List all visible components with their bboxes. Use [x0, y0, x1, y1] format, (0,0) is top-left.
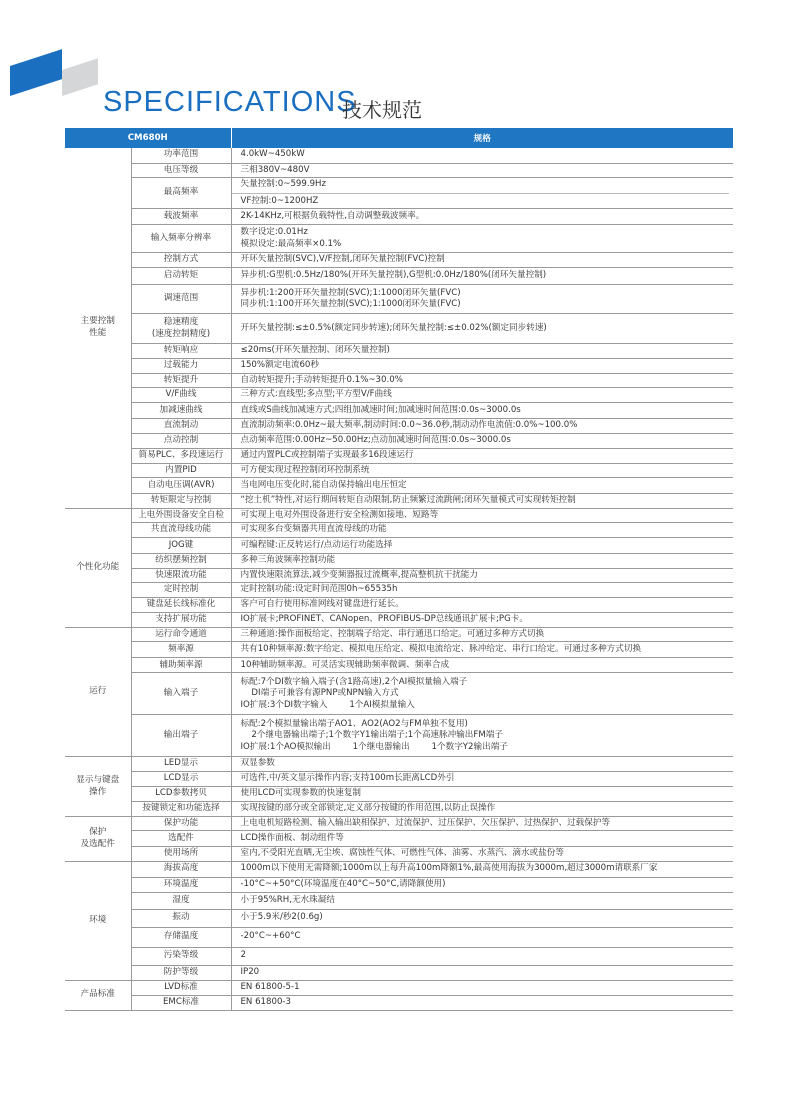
spec-item-name: 选配件: [131, 831, 231, 847]
spec-value-line: “挖土机”特性,对运行期间转矩自动限制,防止频繁过流跳闸;闭环矢量模式可实现转矩控制: [240, 495, 576, 506]
spec-value-line: 可实现上电对外围设备进行安全检测如接地、短路等: [240, 509, 439, 520]
spec-item-value: [231, 314, 733, 344]
spec-item-name: V/F曲线: [131, 388, 231, 403]
spec-item-name: 存储温度: [131, 927, 231, 947]
spec-item-name: 辅助频率源: [131, 658, 231, 673]
spec-item-value: [231, 787, 733, 802]
spec-value-line: 三种通道:操作面板给定、控制端子给定、串行通迅口给定。可通过多种方式切换: [240, 628, 545, 639]
spec-value-line: LCD操作面板、制动组件等: [240, 832, 344, 843]
spec-value-line: IP20: [240, 966, 260, 977]
spec-item-value: [231, 658, 733, 673]
spec-item-name: 运行命令通道: [131, 627, 231, 642]
spec-item-name: 最高频率: [131, 178, 231, 209]
table-row: [65, 209, 733, 225]
spec-item-value: [231, 816, 733, 831]
spec-value-line: 点动频率范围:0.00Hz~50.00Hz;点动加减速时间范围:0.0s~3000.0s: [240, 435, 511, 446]
spec-item-value: [231, 434, 733, 449]
table-row: [65, 787, 733, 802]
spec-item-name: 使用场所: [131, 847, 231, 862]
spec-item-value: [231, 965, 733, 980]
spec-item-name: 湿度: [131, 892, 231, 909]
spec-item-value: [231, 831, 733, 847]
spec-value-line: 同步机:1:100开环矢量控制(SVC);1:1000闭环矢量(FVC): [240, 299, 461, 310]
table-row: [65, 225, 733, 253]
spec-item-value: [231, 802, 733, 817]
table-row: [65, 463, 733, 478]
spec-value-line: EN 61800-5-1: [240, 981, 300, 992]
page-title-chinese: 技术规范: [342, 98, 422, 122]
spec-item-name: LED显示: [131, 757, 231, 772]
table-row: [65, 178, 733, 209]
table-row: [65, 757, 733, 772]
spec-value-line: 实现按键的部分或全部锁定,定义部分按键的作用范围,以防止误操作: [240, 803, 496, 813]
spec-item-value: [231, 995, 733, 1010]
spec-item-value: [231, 373, 733, 388]
spec-item-value: [231, 947, 733, 965]
spec-value-line: 2个继电器输出端子;1个数字Y1输出端子;1个高速脉冲输出FM端子: [240, 730, 503, 741]
table-row: [65, 892, 733, 909]
table-row: [65, 478, 733, 494]
spec-item-value: [231, 598, 733, 613]
specifications-table-body: [65, 148, 733, 1010]
section-category: 主要控制 性能: [65, 148, 131, 508]
spec-value-line: VF控制:0~1200HZ: [240, 195, 319, 206]
table-row: [65, 268, 733, 285]
spec-item-name: 转矩限定与控制: [131, 494, 231, 509]
spec-item-value: [231, 847, 733, 862]
spec-item-name: 电压等级: [131, 163, 231, 178]
spec-item-value: [231, 163, 733, 178]
table-row: [65, 772, 733, 787]
table-row: [65, 947, 733, 965]
spec-item-value: [231, 449, 733, 464]
spec-value-line: 2K-14KHz,可根据负载特性,自动调整载波频率。: [240, 210, 425, 221]
spec-item-value: [231, 209, 733, 225]
spec-value-line: 小于95%RH,无水珠凝结: [240, 894, 335, 905]
table-row: [65, 403, 733, 419]
spec-value-line: 开环矢量控制:≤±0.5%(额定同步转速);闭环矢量控制:≤±0.02%(额定同步转速): [240, 322, 547, 333]
spec-value-line: 4.0kW~450kW: [240, 149, 305, 160]
spec-item-name: 内置PID: [131, 463, 231, 478]
spec-item-value: [231, 980, 733, 995]
spec-item-name: 加减速曲线: [131, 403, 231, 419]
table-row: [65, 980, 733, 995]
table-row: [65, 673, 733, 715]
table-row: [65, 658, 733, 673]
spec-value-line: 异步机:G型机:0.5Hz/180%(开环矢量控制),G型机:0.0Hz/180%(闭环矢量控制): [240, 270, 547, 281]
spec-item-name: 自动电压调(AVR): [131, 478, 231, 494]
spec-item-value: [231, 909, 733, 927]
spec-item-name: 输入频率分辨率: [131, 225, 231, 253]
table-row: [65, 715, 733, 757]
spec-item-name: LCD参数拷贝: [131, 787, 231, 802]
spec-value-line: EN 61800-3: [240, 996, 291, 1007]
table-row: [65, 642, 733, 658]
table-header-row: [65, 128, 733, 148]
spec-value-line: 三种方式:直线型;多点型;平方型V/F曲线: [240, 389, 392, 400]
spec-item-value: [231, 478, 733, 494]
spec-value-line: 异步机:1:200开环矢量控制(SVC);1:1000闭环矢量(FVC): [240, 287, 461, 298]
spec-value-line: 双显参数: [240, 758, 275, 769]
table-row: [65, 523, 733, 538]
spec-item-name: 转矩响应: [131, 344, 231, 359]
table-row: [65, 847, 733, 862]
section-category: 环境: [65, 861, 131, 980]
table-row: [65, 359, 733, 374]
spec-item-name: 功率范围: [131, 148, 231, 163]
table-row: [65, 927, 733, 947]
spec-item-name: 快速限流功能: [131, 568, 231, 583]
spec-item-name: 纺织摆频控制: [131, 554, 231, 569]
table-row: [65, 508, 733, 523]
spec-item-value: [231, 927, 733, 947]
spec-value-line: 小于5.9米/秒2(0.6g): [240, 912, 323, 923]
table-row: [65, 253, 733, 268]
spec-item-value: [231, 285, 733, 314]
spec-item-value: [231, 877, 733, 892]
spec-value-line: 开环矢量控制(SVC),V/F控制,闭环矢量控制(FVC)控制: [240, 254, 445, 265]
spec-value-line: 150%额定电流60秒: [240, 360, 319, 371]
spec-item-value: [231, 225, 733, 253]
section-category: 运行: [65, 627, 131, 757]
table-row: [65, 613, 733, 628]
table-row: [65, 965, 733, 980]
spec-item-name: 调速范围: [131, 285, 231, 314]
table-row: [65, 831, 733, 847]
spec-item-value: [231, 508, 733, 523]
spec-value-line: 自动转矩提升;手动转矩提升0.1%~30.0%: [240, 374, 403, 385]
table-row: [65, 388, 733, 403]
table-row: [65, 627, 733, 642]
table-row: [65, 598, 733, 613]
spec-item-value: [231, 523, 733, 538]
spec-value-line: IO扩展:1个AO模拟输出 1个继电器输出 1个数字Y2输出端子: [240, 741, 508, 752]
table-row: [65, 314, 733, 344]
spec-item-value: [231, 419, 733, 434]
table-row: [65, 494, 733, 509]
spec-value-line: 室内,不受阳光直晒,无尘埃、腐蚀性气体、可燃性气体、油雾、水蒸汽、滴水或盐份等: [240, 848, 564, 859]
spec-item-name: 输入端子: [131, 673, 231, 715]
spec-item-value: [231, 642, 733, 658]
spec-item-value: [231, 892, 733, 909]
spec-value-line: 直流制动频率:0.0Hz~最大频率,制动时间:0.0~36.0秒,制动动作电流值:0.0%~100.0%: [240, 420, 578, 431]
spec-value-line: 可实现多台变频器共用直流母线的功能: [240, 524, 387, 535]
spec-item-value: [231, 757, 733, 772]
section-category: 显示与键盘 操作: [65, 757, 131, 816]
spec-item-name: 环境温度: [131, 877, 231, 892]
spec-item-value: [231, 463, 733, 478]
spec-item-name: 按键锁定和功能选择: [131, 802, 231, 817]
table-row: [65, 909, 733, 927]
spec-item-name: 控制方式: [131, 253, 231, 268]
spec-item-value: [231, 861, 733, 877]
table-row: [65, 583, 733, 598]
table-row: [65, 163, 733, 178]
table-row: [65, 538, 733, 554]
table-row: [65, 344, 733, 359]
spec-item-name: 保护功能: [131, 816, 231, 831]
spec-item-name: 共直流母线功能: [131, 523, 231, 538]
header-accent-blue-bar: [10, 49, 62, 96]
spec-item-name: 振动: [131, 909, 231, 927]
spec-item-value: [231, 268, 733, 285]
spec-item-name: JOG键: [131, 538, 231, 554]
spec-value-line: 2: [240, 950, 246, 961]
table-row: [65, 285, 733, 314]
spec-item-name: 过载能力: [131, 359, 231, 374]
spec-item-name: LVD标准: [131, 980, 231, 995]
spec-value-line: 当电网电压变化时,能自动保持输出电压恒定: [240, 479, 407, 490]
table-row: [65, 419, 733, 434]
spec-item-value: [231, 627, 733, 642]
spec-value-line: 矢量控制:0~599.9Hz: [232, 179, 730, 194]
spec-value-line: IO扩展卡;PROFINET、CANopen、PROFIBUS-DP总线通讯扩展卡;PG卡。: [240, 614, 528, 625]
spec-value-line: DI端子可兼容有源PNP或NPN输入方式: [240, 688, 399, 699]
spec-value-line: 可编程键:正反转运行/点动运行功能选择: [240, 539, 393, 550]
table-row: [65, 148, 733, 163]
section-category: 产品标准: [65, 980, 131, 1010]
spec-value-line: 可选件,中/英文显示操作内容;支持100m长距离LCD外引: [240, 773, 455, 784]
spec-item-name: 防护等级: [131, 965, 231, 980]
spec-value-line: -20°C~+60°C: [240, 931, 301, 942]
table-row: [65, 449, 733, 464]
spec-item-name: 污染等级: [131, 947, 231, 965]
spec-value-line: 模拟设定:最高频率×0.1%: [240, 238, 342, 249]
spec-item-name: 上电外围设备安全自检: [131, 508, 231, 523]
spec-item-name: 输出端子: [131, 715, 231, 757]
spec-item-value: [231, 538, 733, 554]
spec-item-name: 频率源: [131, 642, 231, 658]
spec-value-line: 客户可自行使用标准网线对键盘进行延长。: [240, 599, 404, 610]
spec-item-value: [231, 772, 733, 787]
spec-value-line: 通过内置PLC或控制端子实现最多16段速运行: [240, 450, 414, 461]
spec-value-line: 内置快速限流算法,减少变频器报过流概率,提高整机抗干扰能力: [240, 569, 478, 580]
spec-value-line: 定时控制功能:设定时间范围0h~65535h: [240, 584, 398, 595]
spec-item-value: [231, 715, 733, 757]
header-accent-gray-bar: [62, 58, 98, 96]
spec-value-line: 标配:7个DI数字输入端子(含1路高速),2个AI模拟量输入端子: [240, 676, 468, 687]
spec-item-value: [231, 583, 733, 598]
table-row: [65, 861, 733, 877]
spec-item-name: 转矩提升: [131, 373, 231, 388]
spec-value-line: 上电电机短路检测、输入输出缺相保护、过流保护、过压保护、欠压保护、过热保护、过载保护等: [240, 817, 611, 828]
spec-value-line: IO扩展:3个DI数字输入 1个AI模拟量输入: [240, 699, 415, 710]
spec-item-name: 启动转矩: [131, 268, 231, 285]
spec-header: 规格: [231, 128, 733, 148]
spec-item-value: [231, 388, 733, 403]
model-header: CM680H: [65, 128, 231, 148]
spec-item-name: 直流制动: [131, 419, 231, 434]
spec-value-line: 共有10种频率源:数字给定、模拟电压给定、模拟电流给定、脉冲给定、串行口给定。可通过多种方式切换: [240, 644, 642, 655]
spec-value-line: ≤20ms(开环矢量控制、闭环矢量控制): [240, 345, 390, 356]
spec-item-value: [231, 673, 733, 715]
spec-item-value: [231, 554, 733, 569]
spec-value-line: -10°C~+50°C(环境温度在40°C~50°C,请降额使用): [240, 878, 446, 889]
spec-item-name: EMC标准: [131, 995, 231, 1010]
spec-item-value: [231, 253, 733, 268]
spec-item-name: 点动控制: [131, 434, 231, 449]
spec-item-name: 键盘延长线标准化: [131, 598, 231, 613]
spec-value-line: 多种三角波频率控制功能: [240, 555, 336, 566]
spec-item-value: [231, 403, 733, 419]
spec-item-value: [231, 494, 733, 509]
table-row: [65, 995, 733, 1010]
spec-item-value: [231, 359, 733, 374]
spec-item-value: [231, 178, 733, 209]
spec-item-value: [231, 613, 733, 628]
spec-item-name: 定时控制: [131, 583, 231, 598]
spec-item-name: 支持扩展功能: [131, 613, 231, 628]
spec-item-value: [231, 344, 733, 359]
spec-value-line: 可方便实现过程控制闭环控制系统: [240, 464, 370, 475]
page-title-english: SPECIFICATIONS: [103, 86, 357, 118]
spec-value-line: 1000m以下使用无需降额;1000m以上每升高100m降额1%,最高使用海拔为3000m,超过3000m请联系厂家: [240, 863, 658, 874]
spec-item-name: 海拔高度: [131, 861, 231, 877]
spec-item-value: [231, 148, 733, 163]
section-category: 保护 及选配件: [65, 816, 131, 861]
spec-value-line: 使用LCD可实现参数的快速复制: [240, 788, 362, 799]
table-row: [65, 877, 733, 892]
table-row: [65, 554, 733, 569]
spec-value-line: 数字设定:0.01Hz: [240, 227, 308, 238]
spec-item-name: LCD显示: [131, 772, 231, 787]
spec-item-name: 载波频率: [131, 209, 231, 225]
specifications-table: [65, 128, 733, 1011]
spec-item-name: 简易PLC、多段速运行: [131, 449, 231, 464]
table-row: [65, 373, 733, 388]
table-row: [65, 802, 733, 817]
table-row: [65, 434, 733, 449]
spec-value-line: 标配:2个模拟量输出端子AO1、AO2(AO2与FM单独不复用): [240, 718, 468, 729]
table-row: [65, 568, 733, 583]
spec-value-line: 三相380V~480V: [240, 164, 310, 175]
spec-item-name: 稳速精度 (速度控制精度): [131, 314, 231, 344]
section-category: 个性化功能: [65, 508, 131, 627]
spec-value-line: 10种辅助频率源。可灵活实现辅助频率微调、频率合成: [240, 659, 450, 670]
table-row: [65, 816, 733, 831]
spec-value-line: 直线或S曲线加减速方式;四组加减速时间;加减速时间范围:0.0s~3000.0s: [240, 404, 521, 415]
spec-item-value: [231, 568, 733, 583]
